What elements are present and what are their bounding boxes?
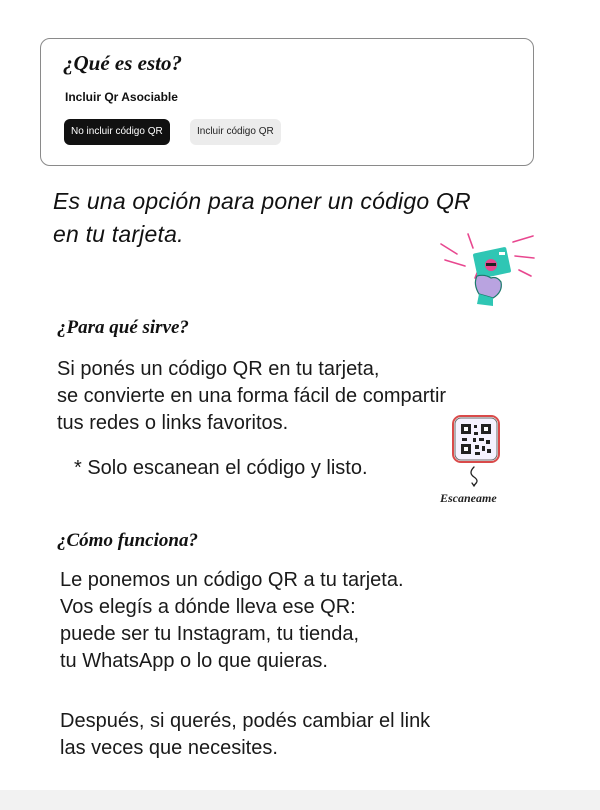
section-body-como-funciona: Le ponemos un código QR a tu tarjeta. Vos elegís a dónde lleva ese QR: puede ser tu Instagram, tu tienda, tu WhatsApp o lo que quieras. (60, 569, 404, 672)
hand-holding-card-icon (435, 232, 541, 312)
section-heading-como-funciona: ¿Cómo funciona? (57, 530, 198, 551)
scan-note: * Solo escanean el código y listo. (74, 457, 368, 479)
qr-code-icon (451, 414, 501, 464)
option-group-label: Incluir Qr Asociable (65, 90, 178, 104)
arrow-icon (466, 465, 482, 489)
card-title: ¿Qué es esto? (63, 51, 182, 75)
qr-option-card (40, 38, 534, 166)
qr-caption: Escaneame (440, 491, 497, 505)
section-body-para-que-sirve: Si ponés un código QR en tu tarjeta, se convierte en una forma fácil de compartir tus redes o links favoritos. (57, 358, 447, 434)
section-heading-para-que-sirve: ¿Para qué sirve? (57, 317, 189, 338)
no-qr-option-button[interactable]: No incluir código QR (64, 119, 170, 145)
footer-band (0, 790, 600, 810)
include-qr-option-button[interactable]: Incluir código QR (190, 119, 281, 145)
lead-line-1: Es una opción para poner un código QR (53, 188, 471, 214)
lead-line-2: en tu tarjeta. (53, 221, 184, 247)
section-body-cambiar-link: Después, si querés, podés cambiar el link las veces que necesites. (60, 710, 431, 759)
